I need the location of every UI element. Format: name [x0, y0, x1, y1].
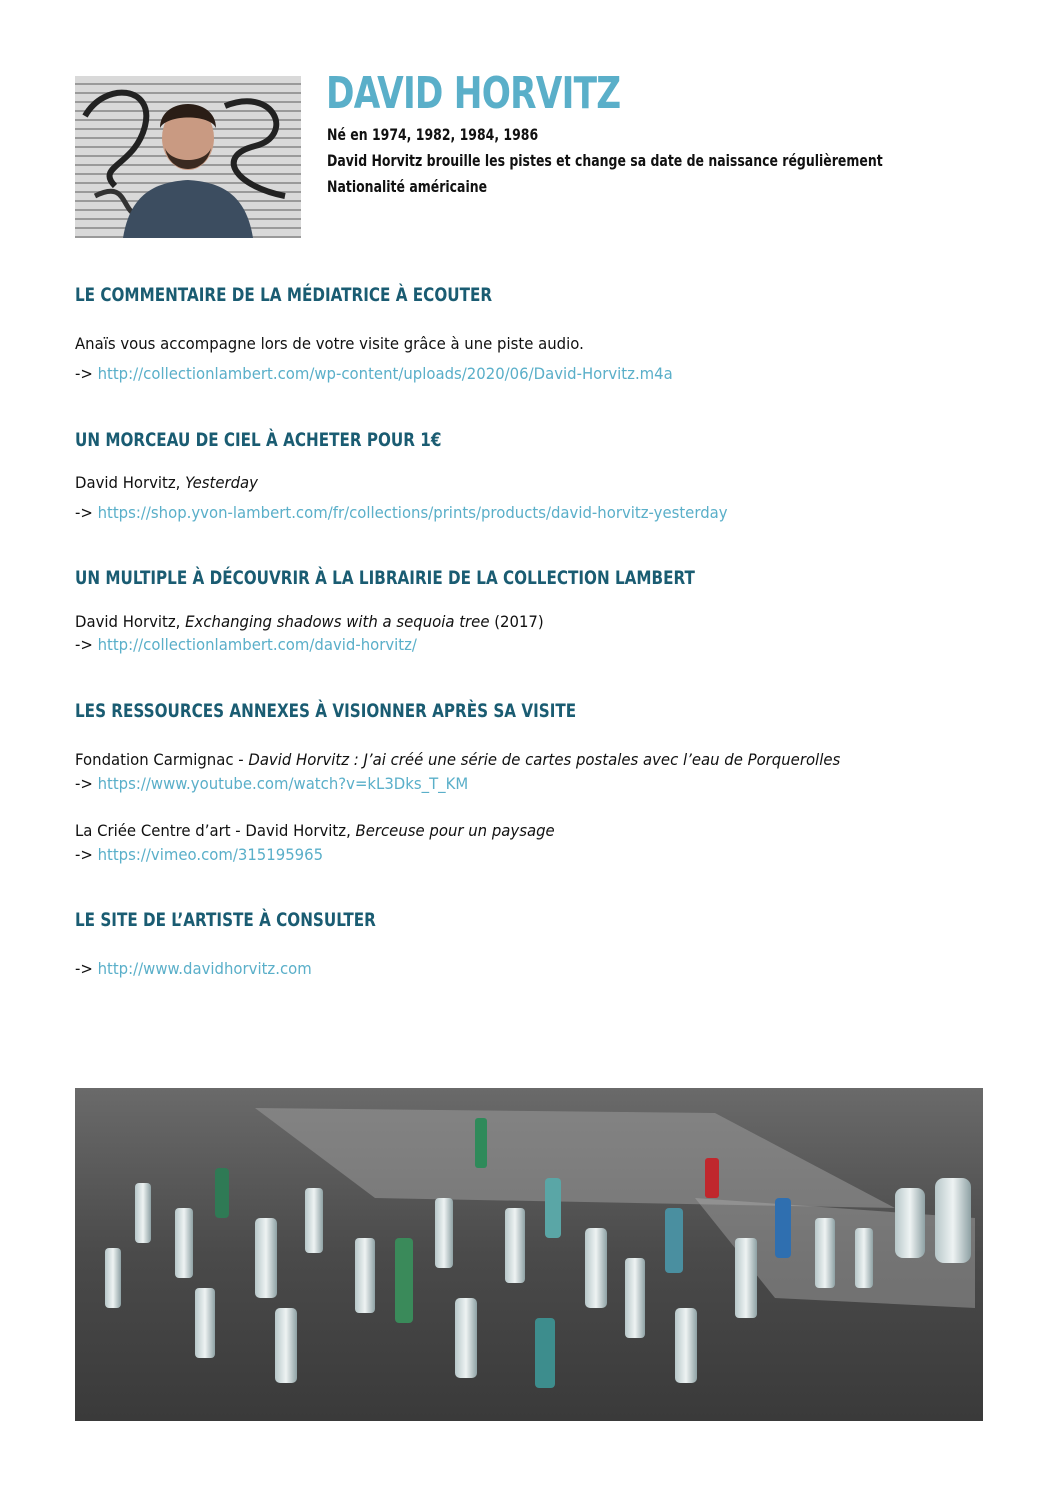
- arrow: ->: [75, 845, 93, 864]
- site-link-row: [75, 959, 312, 978]
- section-title-site: LE SITE DE L’ARTISTE À CONSULTER: [75, 909, 376, 931]
- section-title-audio: LE COMMENTAIRE DE LA MÉDIATRICE À ECOUTER: [75, 284, 493, 306]
- artist-bio: [327, 122, 1027, 200]
- multiple-link-row: [75, 635, 417, 654]
- resource-1-link[interactable]: https://www.youtube.com/watch?v=kL3Dks_T_KM: [97, 774, 469, 793]
- resource-2-source: La Criée Centre d’art - David Horvitz,: [75, 821, 356, 840]
- artist-portrait: [75, 76, 301, 238]
- installation-photo: [75, 1088, 983, 1421]
- sky-artwork: [75, 473, 258, 492]
- birth-years: Né en 1974, 1982, 1984, 1986: [327, 125, 539, 144]
- resource-2-title: Berceuse pour un paysage: [355, 821, 555, 840]
- resource-1: [75, 750, 840, 769]
- multiple-work-title: Exchanging shadows with a sequoia tree: [185, 612, 490, 631]
- arrow: ->: [75, 959, 93, 978]
- resource-1-link-row: [75, 774, 468, 793]
- sky-artist: David Horvitz,: [75, 473, 186, 492]
- resource-2-link[interactable]: https://vimeo.com/315195965: [97, 845, 324, 864]
- section-title-resources: LES RESSOURCES ANNEXES À VISIONNER APRÈS SA VISITE: [75, 700, 577, 722]
- multiple-artwork: [75, 612, 544, 631]
- sky-link-row: [75, 503, 728, 522]
- birth-note: David Horvitz brouille les pistes et change sa date de naissance régulièrement: [327, 151, 883, 170]
- multiple-year: (2017): [489, 612, 544, 631]
- resource-2: [75, 821, 555, 840]
- audio-link[interactable]: http://collectionlambert.com/wp-content/uploads/2020/06/David-Horvitz.m4a: [97, 364, 673, 383]
- section-title-sky: UN MORCEAU DE CIEL À ACHETER POUR 1€: [75, 429, 442, 451]
- section-title-multiple: UN MULTIPLE À DÉCOUVRIR À LA LIBRAIRIE DE LA COLLECTION LAMBERT: [75, 567, 695, 589]
- bottles-installation-image: [75, 1088, 983, 1421]
- portrait-image: [75, 76, 301, 238]
- multiple-link[interactable]: http://collectionlambert.com/david-horvitz/: [97, 635, 417, 654]
- sky-link[interactable]: https://shop.yvon-lambert.com/fr/collections/prints/products/david-horvitz-yesterday: [97, 503, 728, 522]
- artist-name: DAVID HORVITZ: [326, 68, 621, 119]
- arrow: ->: [75, 364, 93, 383]
- arrow: ->: [75, 503, 93, 522]
- resource-1-source: Fondation Carmignac -: [75, 750, 249, 769]
- arrow: ->: [75, 635, 93, 654]
- sky-work-title: Yesterday: [185, 473, 258, 492]
- resource-2-link-row: [75, 845, 323, 864]
- site-link[interactable]: http://www.davidhorvitz.com: [97, 959, 312, 978]
- resource-1-title: David Horvitz : J’ai créé une série de cartes postales avec l’eau de Porquerolles: [248, 750, 841, 769]
- audio-link-row: [75, 364, 673, 383]
- audio-description: Anaïs vous accompagne lors de votre visite grâce à une piste audio.: [75, 334, 584, 353]
- multiple-artist: David Horvitz,: [75, 612, 186, 631]
- nationality: Nationalité américaine: [327, 177, 488, 196]
- arrow: ->: [75, 774, 93, 793]
